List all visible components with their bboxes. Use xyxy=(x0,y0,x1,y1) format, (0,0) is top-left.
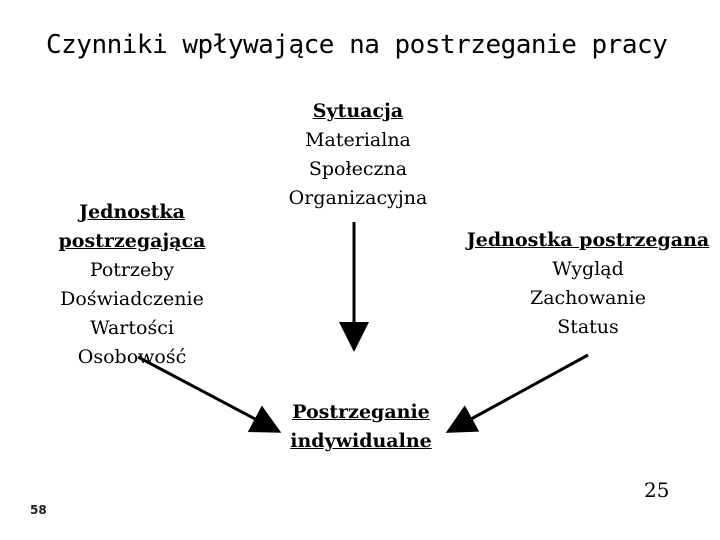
result-heading-line2: indywidualne xyxy=(290,430,432,452)
result-heading-line1: Postrzeganie xyxy=(292,401,430,423)
perceived-item: Zachowanie xyxy=(530,287,646,309)
perceived-item: Wygląd xyxy=(552,258,624,280)
situation-heading: Sytuacja xyxy=(312,100,404,122)
situation-item: Społeczna xyxy=(308,158,408,180)
perceived-block xyxy=(460,226,716,342)
perceiver-item: Wartości xyxy=(90,317,174,339)
result-block xyxy=(268,398,454,456)
perceiver-heading-line1: Jednostka xyxy=(79,201,185,223)
perceived-heading: Jednostka postrzegana xyxy=(466,229,710,251)
slide-number: 25 xyxy=(644,478,670,502)
perceiver-item: Potrzeby xyxy=(89,259,175,281)
perceiver-item: Osobowość xyxy=(77,346,187,368)
perceiver-block xyxy=(34,198,230,372)
perceived-item: Status xyxy=(557,316,619,338)
situation-item: Materialna xyxy=(305,129,411,151)
situation-item: Organizacyjna xyxy=(288,187,428,209)
perceiver-item: Doświadczenie xyxy=(60,288,204,310)
situation-block xyxy=(258,97,458,213)
slide-title: Czynniki wpływające na postrzeganie pracy xyxy=(46,30,668,60)
arrow-perceived-to-perception xyxy=(451,355,588,430)
logo: 58 xyxy=(30,503,47,517)
perceiver-heading-line2: postrzegająca xyxy=(58,230,206,252)
